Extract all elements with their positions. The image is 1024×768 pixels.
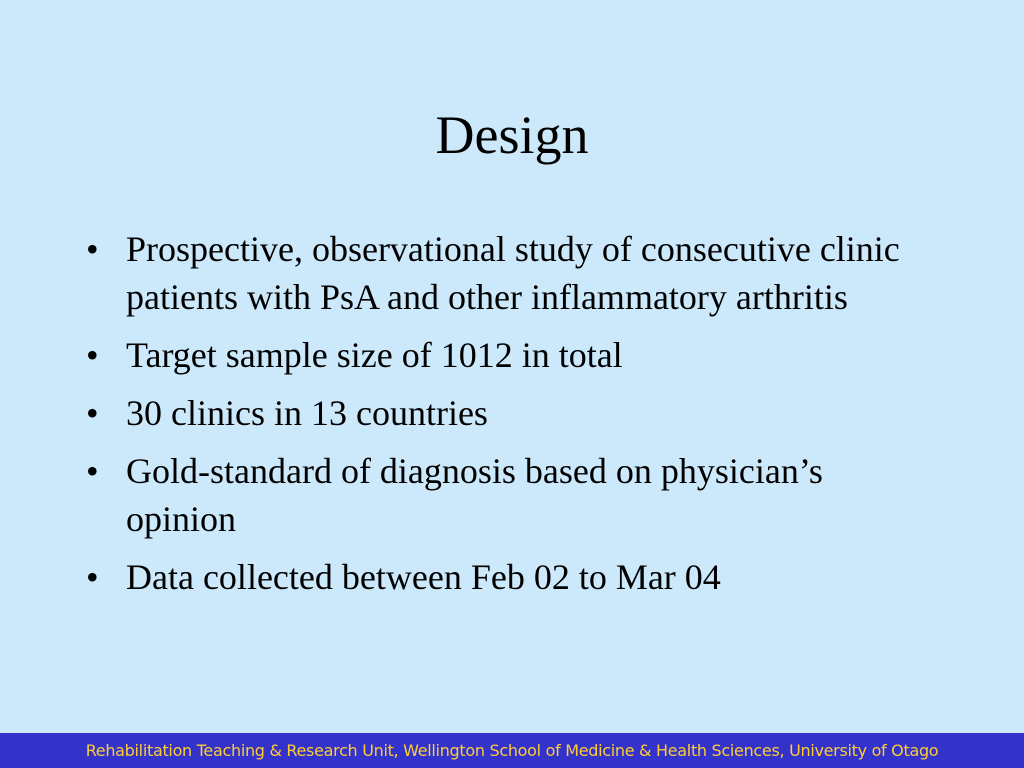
- bullet-icon: •: [86, 451, 99, 491]
- bullet-item: [86, 447, 916, 543]
- bullet-text: Target sample size of 1012 in total: [126, 335, 623, 375]
- footer-text: Rehabilitation Teaching & Research Unit, Wellington School of Medicine & Health Sciences, University of Otago: [85, 741, 939, 760]
- bullet-text: Gold-standard of diagnosis based on physician’s opinion: [126, 451, 823, 539]
- slide-title: Design: [435, 105, 589, 165]
- bullet-text: Prospective, observational study of consecutive clinic patients with PsA and other inflammatory arthritis: [126, 229, 900, 317]
- bullet-icon: •: [86, 393, 99, 433]
- bullet-item: [86, 389, 916, 437]
- bullet-item: [86, 225, 916, 321]
- bullet-text: 30 clinics in 13 countries: [126, 393, 488, 433]
- footer-bar: [0, 733, 1024, 768]
- bullet-icon: •: [86, 557, 99, 597]
- bullet-item: [86, 553, 916, 601]
- bullet-list: [86, 225, 916, 611]
- bullet-item: [86, 331, 916, 379]
- bullet-text: Data collected between Feb 02 to Mar 04: [126, 557, 721, 597]
- bullet-icon: •: [86, 335, 99, 375]
- bullet-icon: •: [86, 229, 99, 269]
